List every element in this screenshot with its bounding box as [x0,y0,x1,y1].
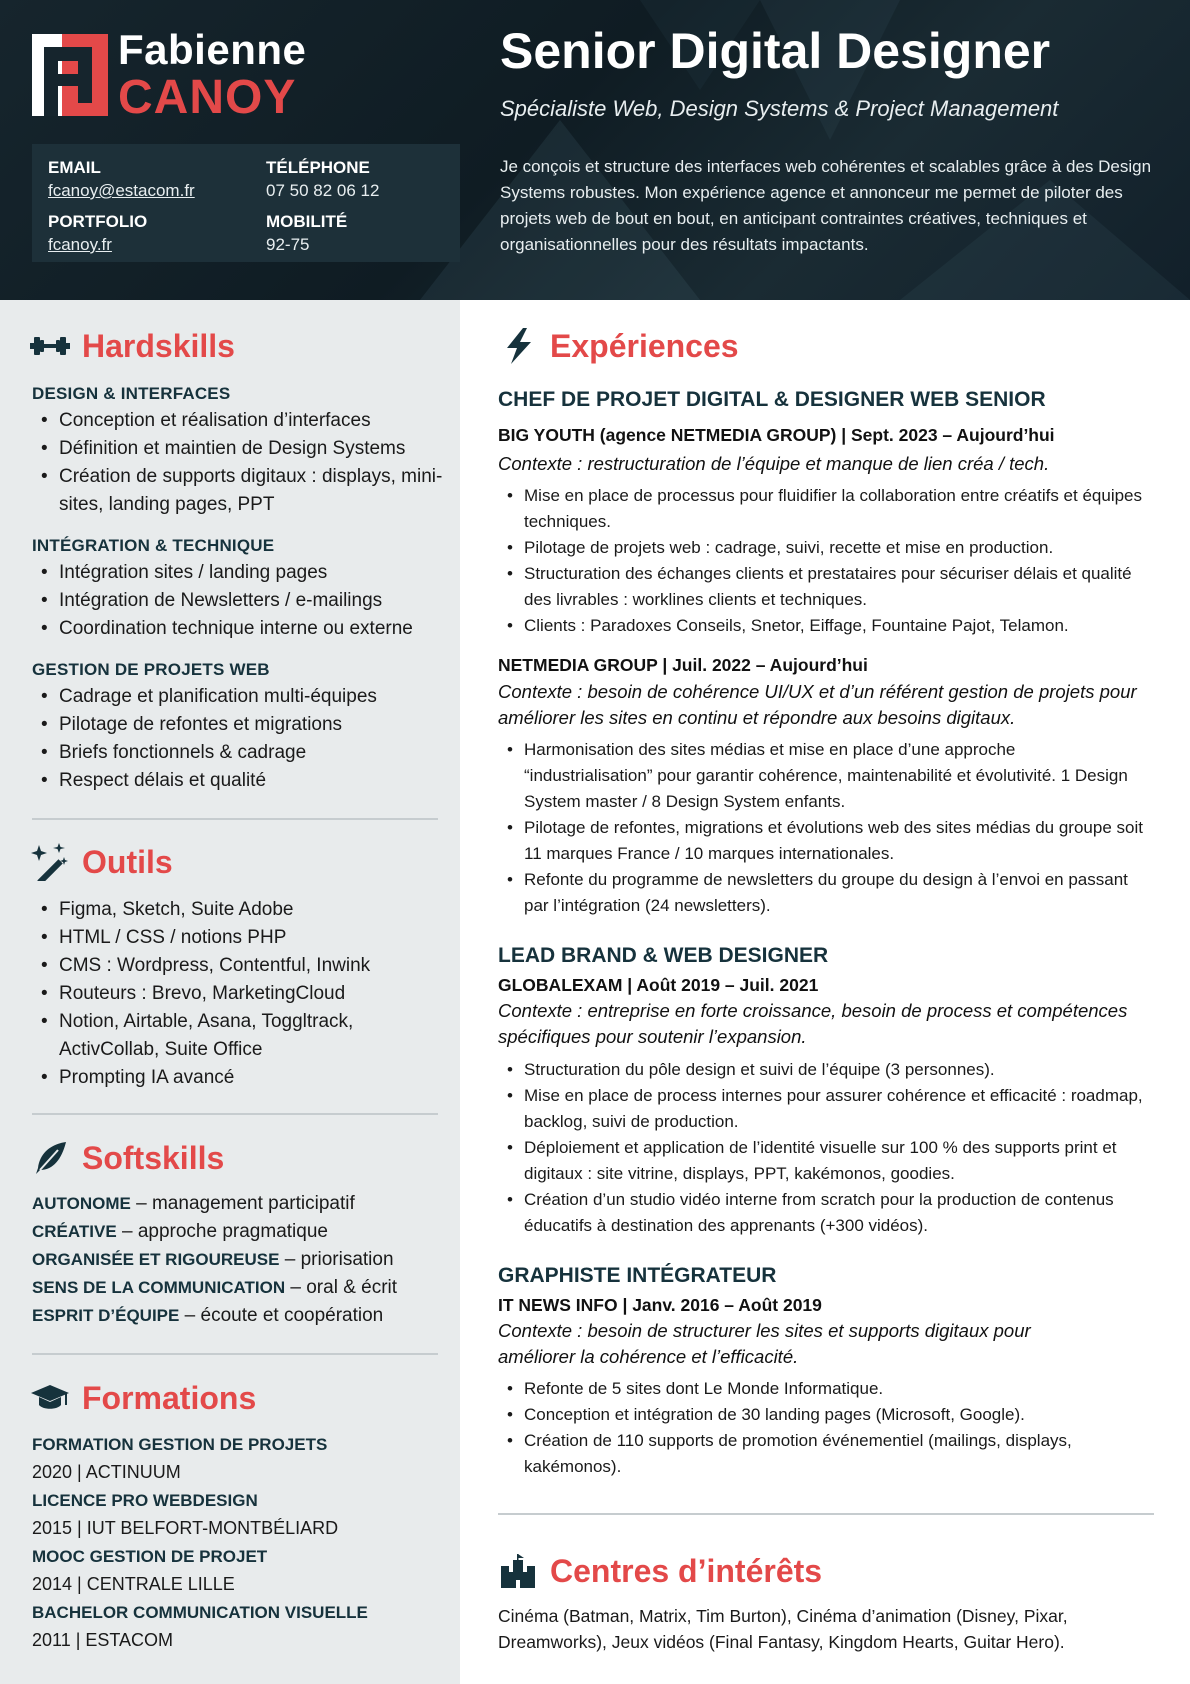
softskills-heading [30,1138,224,1178]
job-context: Contexte : entreprise en forte croissance, besoin de process et compétences spécifiques pour soutenir l’expansion. [498,1000,1128,1047]
formation-meta: 2011 | ESTACOM [32,1630,174,1650]
job-company: GLOBALEXAM | Août 2019 – Juil. 2021 [498,975,819,995]
formations-title: Formations [82,1379,257,1416]
formation-meta: 2014 | CENTRALE LILLE [32,1574,235,1594]
skill-list [32,407,452,519]
phone-label: TÉLÉPHONE [266,158,370,177]
softskill-key: AUTONOME [32,1194,131,1213]
interests-title: Centres d’intérêts [550,1552,823,1589]
contact-email [48,158,195,201]
hardskills-title: Hardskills [82,327,235,364]
softskill-row [32,1193,355,1215]
job-role: LEAD BRAND & WEB DESIGNER [498,944,829,967]
softskill-key: CRÉATIVE [32,1222,117,1241]
job-tasks [498,1057,1148,1239]
graduation-cap-icon [30,1378,70,1418]
list-item: • Harmonisation des sites médias et mise en place d’une approche “industrialisation” pour garantir cohérence, maintenabilité et évolutivité. 1 Design System master / 8 Design System enfants. [498,737,1148,815]
list-item: • Cadrage et planification multi-équipes [32,683,452,711]
list-item: • Refonte de 5 sites dont Le Monde Informatique. [498,1376,1148,1402]
contact-mobility [266,212,347,255]
list-item: • Notion, Airtable, Asana, Toggltrack, ActivCollab, Suite Office [32,1008,452,1064]
magic-wand-icon [30,842,70,882]
email-label: EMAIL [48,158,101,177]
job-context: Contexte : restructuration de l’équipe et manque de lien créa / tech. [498,453,1050,474]
job-context: Contexte : besoin de structurer les sites et supports digitaux pour améliorer la cohérence et l’efficacité. [498,1320,1031,1367]
list-item: • Intégration de Newsletters / e-mailings [32,587,452,615]
job-context: Contexte : besoin de cohérence UI/UX et d’un référent gestion de projets pour améliorer les sites en continu et répondre aux besoins digitaux. [498,681,1137,728]
last-name: CANOY [118,71,297,124]
list-item: • Prompting IA avancé [32,1064,452,1092]
list-item: • Routeurs : Brevo, MarketingCloud [32,980,452,1008]
castle-icon [498,1551,538,1591]
logo-mark [32,34,108,116]
formation-title: BACHELOR COMMUNICATION VISUELLE [32,1603,368,1622]
divider [32,818,438,820]
list-item: • Briefs fonctionnels & cadrage [32,739,452,767]
list-item: • Coordination technique interne ou externe [32,615,452,643]
job-title: Senior Digital Designer [500,23,1051,79]
job-company: IT NEWS INFO | Janv. 2016 – Août 2019 [498,1295,822,1315]
list-item: • Pilotage de projets web : cadrage, suivi, recette et mise en production. [498,535,1148,561]
list-item: • Conception et réalisation d’interfaces [32,407,452,435]
skill-group-title: INTÉGRATION & TECHNIQUE [32,536,275,555]
list-item: • Définition et maintien de Design Systems [32,435,452,463]
hardskills-heading [30,326,235,366]
divider [32,1353,438,1355]
list-item: • HTML / CSS / notions PHP [32,924,452,952]
interests-heading [498,1551,822,1591]
softskills-title: Softskills [82,1139,225,1176]
divider [32,1113,438,1115]
divider [498,1513,1154,1515]
list-item: • Pilotage de refontes, migrations et évolutions web des sites médias du groupe soit 11 marques France / 10 marques internationales. [498,815,1148,867]
softskill-row [32,1277,397,1299]
job-company: NETMEDIA GROUP | Juil. 2022 – Aujourd’hui [498,655,868,675]
formations-heading [30,1378,256,1418]
contact-box [32,144,460,262]
list-item: • Création de supports digitaux : displays, mini-sites, landing pages, PPT [32,463,452,519]
softskill-desc: – management participatif [130,1193,355,1214]
list-item: • Conception et intégration de 30 landing pages (Microsoft, Google). [498,1402,1148,1428]
job-tasks [498,1376,1148,1480]
list-item: • Création de 110 supports de promotion événementiel (mailings, displays, kakémonos). [498,1428,1148,1480]
mobility-label: MOBILITÉ [266,212,348,231]
tools-list [32,896,452,1092]
list-item: • Mise en place de processus pour fluidifier la collaboration entre créatifs et équipes techniques. [498,483,1148,535]
job-company: BIG YOUTH (agence NETMEDIA GROUP) | Sept. 2023 – Aujourd’hui [498,425,1055,445]
portfolio-link[interactable]: fcanoy.fr [48,235,112,254]
formation-title: MOOC GESTION DE PROJET [32,1547,268,1566]
contact-phone [266,158,379,201]
list-item: • Déploiement et application de l’identité visuelle sur 100 % des supports print et digitaux : site vitrine, displays, PPT, kakémonos, goodies. [498,1135,1148,1187]
job-role: CHEF DE PROJET DIGITAL & DESIGNER WEB SENIOR [498,388,1046,411]
dumbbell-icon [30,326,70,366]
feather-icon [30,1138,70,1178]
list-item: • Respect délais et qualité [32,767,452,795]
formation-title: LICENCE PRO WEBDESIGN [32,1491,258,1510]
list-item: • CMS : Wordpress, Contentful, Inwink [32,952,452,980]
experiences-title: Expériences [550,327,739,364]
list-item: • Figma, Sketch, Suite Adobe [32,896,452,924]
formation-meta: 2020 | ACTINUUM [32,1462,181,1482]
softskill-desc: – approche pragmatique [116,1221,328,1242]
softskill-row [32,1221,328,1243]
job-tasks [498,483,1148,639]
softskill-key: SENS DE LA COMMUNICATION [32,1278,286,1297]
interests-text: Cinéma (Batman, Matrix, Tim Burton), Cinéma d’animation (Disney, Pixar, Dreamworks), Jeux vidéos (Final Fantasy, Kingdom Hearts, Guitar Hero). [498,1606,1068,1652]
skill-group-title: GESTION DE PROJETS WEB [32,660,270,679]
lightning-icon [498,326,538,366]
list-item: • Structuration du pôle design et suivi de l’équipe (3 personnes). [498,1057,1148,1083]
softskill-desc: – oral & écrit [285,1277,398,1298]
list-item: • Refonte du programme de newsletters du groupe du design à l’envoi en passant par l’intégration (24 newsletters). [498,867,1148,919]
header-banner [0,0,1190,300]
phone-value: 07 50 82 06 12 [266,181,380,200]
profile-summary: Je conçois et structure des interfaces web cohérentes et scalables grâce à des Design Systems robustes. Mon expérience agence et annonceur me permet de piloter des projets web de bout en bout, en anticipant contraintes créatives, techniques et organisationnelles pour des résultats impactants. [500,157,1152,254]
list-item: • Structuration des échanges clients et prestataires pour sécuriser délais et qualité des livrables : worklines clients et techniques. [498,561,1148,613]
softskill-desc: – priorisation [279,1249,394,1270]
contact-portfolio [48,212,147,255]
job-tasks [498,737,1148,919]
list-item: • Mise en place de process internes pour assurer cohérence et efficacité : roadmap, backlog, suivi de production. [498,1083,1148,1135]
skill-list [32,559,452,643]
list-item: • Création d’un studio vidéo interne from scratch pour la production de contenus éducatifs à destination des apprenants (+300 vidéos). [498,1187,1148,1239]
softskill-desc: – écoute et coopération [179,1305,384,1326]
list-item: • Clients : Paradoxes Conseils, Snetor, Eiffage, Fountaine Pajot, Telamon. [498,613,1148,639]
mobility-value: 92-75 [266,235,310,254]
softskill-key: ORGANISÉE ET RIGOUREUSE [32,1250,280,1269]
job-subtitle: Spécialiste Web, Design Systems & Project Management [500,96,1059,121]
first-name: Fabienne [118,26,307,73]
formation-meta: 2015 | IUT BELFORT-MONTBÉLIARD [32,1518,339,1538]
softskill-row [32,1305,383,1327]
tools-heading [30,842,173,882]
experiences-heading [498,326,739,366]
email-link[interactable]: fcanoy@estacom.fr [48,181,195,200]
list-item: • Intégration sites / landing pages [32,559,452,587]
softskill-row [32,1249,394,1271]
softskill-key: ESPRIT D’ÉQUIPE [32,1306,180,1325]
list-item: • Pilotage de refontes et migrations [32,711,452,739]
portfolio-label: PORTFOLIO [48,212,148,231]
tools-title: Outils [82,843,173,880]
job-role: GRAPHISTE INTÉGRATEUR [498,1264,777,1287]
skill-group-title: DESIGN & INTERFACES [32,384,231,403]
skill-list [32,683,452,795]
formation-title: FORMATION GESTION DE PROJETS [32,1435,328,1454]
